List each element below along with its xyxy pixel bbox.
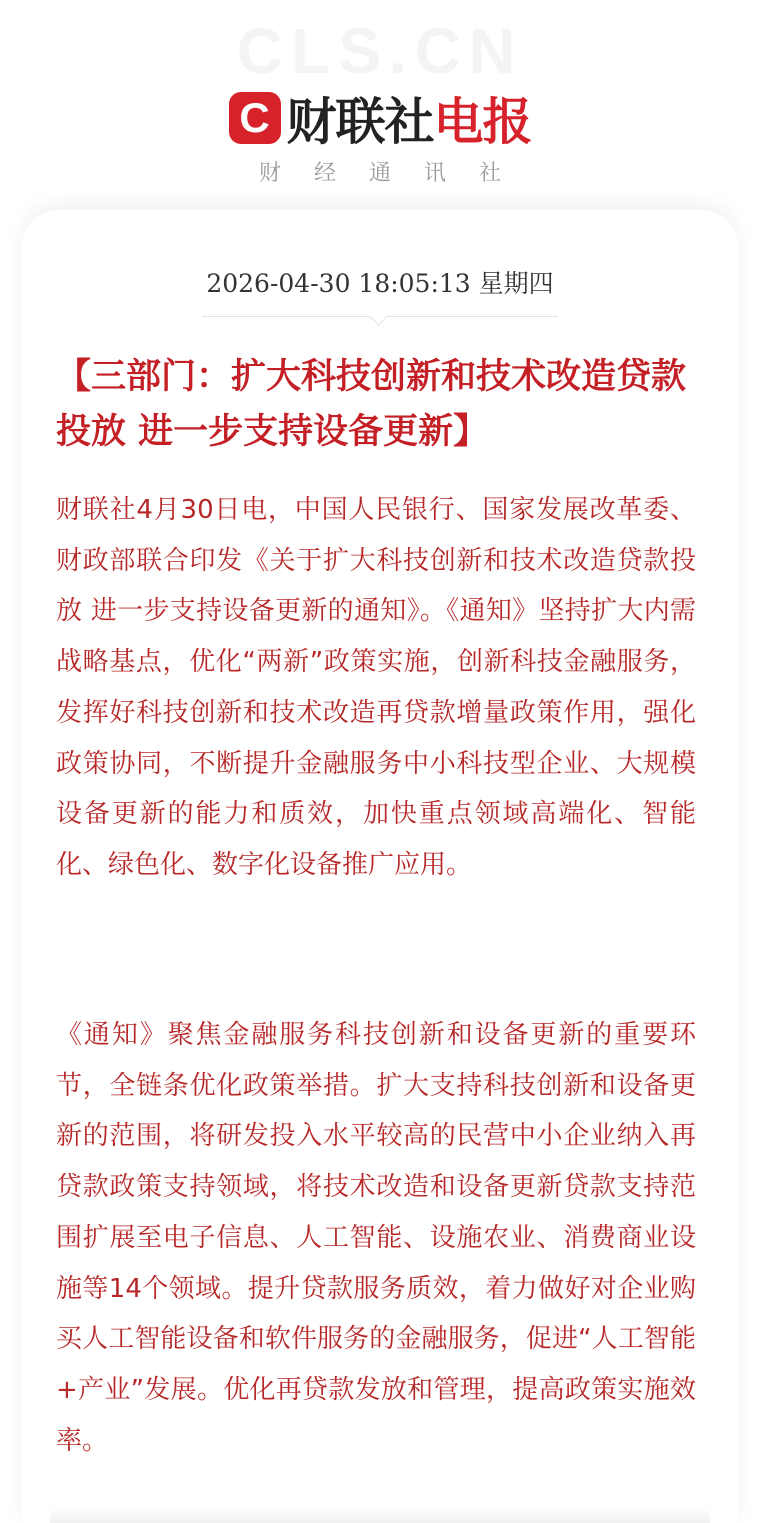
logo-letter: C — [239, 94, 270, 141]
brand-name-primary: 财联社 — [286, 93, 434, 151]
brand-name-accent: 电报 — [433, 93, 532, 151]
article-paragraph-2: 《通知》聚焦金融服务科技创新和设备更新的重要环节，全链条优化政策举措。扩大支持科技创新和设备更新的范围，将研发投入水平较高的民营中小企业纳入再贷款政策支持领域，将技术改造和设备更新贷款支持范围扩展至电子信息、人工智能、设施农业、消费商业设施等14个领域。提升贷款服务质效，着力做好对企业购买人工智能设备和软件服务的金融服务，促进“人工智能+产业”发展。优化再贷款发放和管理，提高政策实施效率。 — [56, 1020, 696, 1456]
brand-logo — [0, 82, 760, 154]
article-datetime: 2026-04-30 18:05:13 星期四 — [206, 269, 554, 298]
article-paragraph-1: 财联社4月30日电，中国人民银行、国家发展改革委、财政部联合印发《关于扩大科技创新和技术改造贷款投放 进一步支持设备更新的通知》。《通知》坚持扩大内需战略基点，优化“两新”政策实施，创新科技金融服务，发挥好科技创新和技术改造再贷款增量政策作用，强化政策协同，不断提升金融服务中小科技型企业、大规模设备更新的能力和质效，加快重点领域高端化、智能化、绿色化、数字化设备推广应用。 — [56, 495, 696, 880]
brand-tagline: 财经通讯社 — [258, 161, 534, 186]
logo-mark-icon — [229, 92, 281, 144]
watermark-text: CLS.CN — [236, 15, 524, 87]
bottom-fade — [50, 1508, 710, 1523]
article-headline: 【三部门：扩大科技创新和技术改造贷款投放 进一步支持设备更新】 — [56, 357, 687, 452]
